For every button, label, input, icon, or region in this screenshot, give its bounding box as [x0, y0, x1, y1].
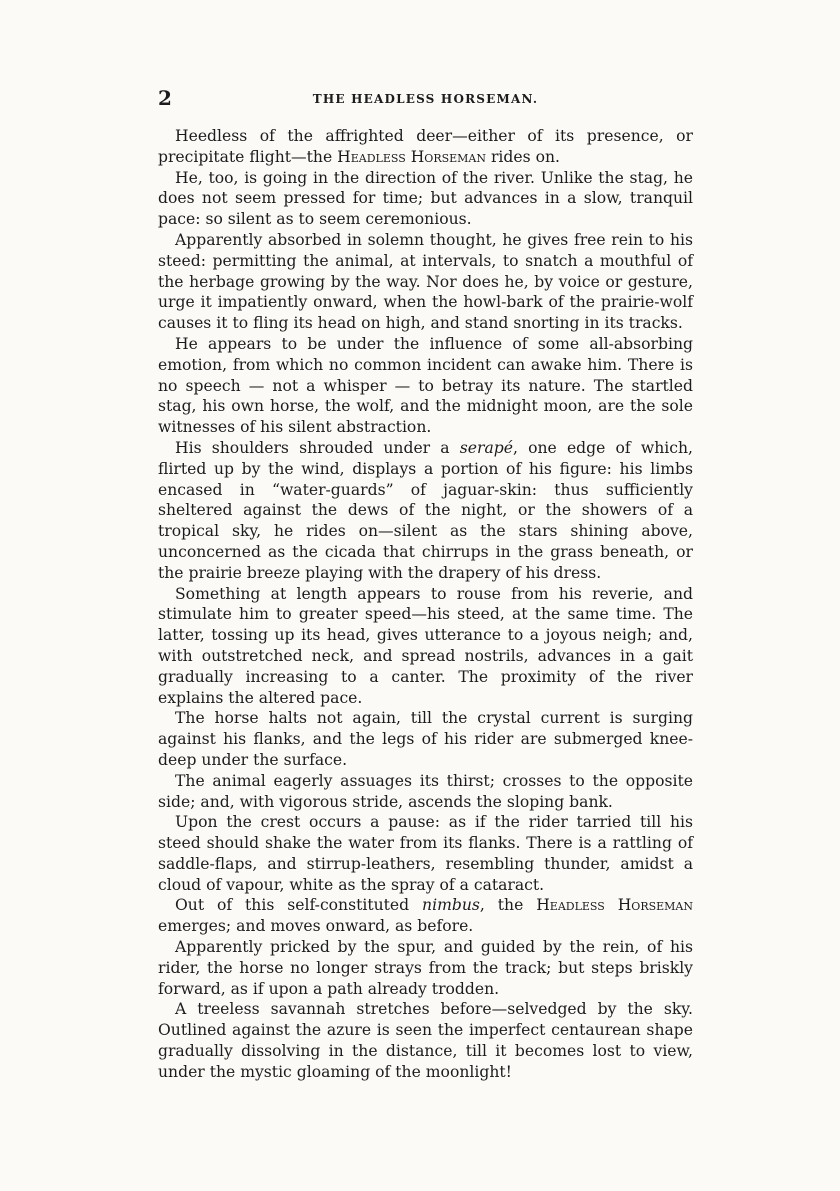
paragraph-9: Upon the crest occurs a pause: as if the rider tarried till his steed should shake the water from its flanks. There is a rattling of saddle-flaps, and stirrup-leathers, resembling thunder, amidst a cloud of vapour, white as the spray of a cataract.: [158, 813, 693, 894]
page-header: [158, 86, 693, 112]
paragraph-7: The horse halts not again, till the crystal current is surging against his flanks, and the legs of his rider are submerged knee-deep under the surface.: [158, 709, 693, 769]
body-text: [158, 126, 693, 1083]
paragraph-3: Apparently absorbed in solemn thought, he gives free rein to his steed: permitting the animal, at intervals, to snatch a mouthful of the herbage growing by the way. Nor does he, by voice or gesture, urge it impatiently onward, when the howl-bark of the prairie-wolf causes it to fling its head on high, and stand snorting in its tracks.: [158, 230, 693, 333]
paragraph-4: He appears to be under the influence of some all-absorbing emotion, from which no common incident can awake him. There is no speech — not a whisper — to betray its nature. The startled stag, his own horse, the wolf, and the midnight moon, are the sole witnesses of his silent abstraction.: [158, 334, 693, 437]
paragraph-2: He, too, is going in the direction of the river. Unlike the stag, he does not seem pressed for time; but advances in a slow, tranquil pace: so silent as to seem ceremonious.: [158, 168, 693, 229]
headless-horseman-term: Headless Horseman: [536, 896, 693, 915]
headless-horseman-term: Headless Horseman: [337, 147, 486, 166]
page-number: 2: [158, 86, 172, 110]
paragraph-6: Something at length appears to rouse from his reverie, and stimulate him to greater speed—his steed, at the same time. The latter, tossing up its head, gives utterance to a joyous neigh; and, with outstretched neck, and spread nostrils, advances in a gait gradually increasing to a canter. The proximity of the river explains the altered pace.: [158, 584, 693, 707]
paragraph-11: Apparently pricked by the spur, and guided by the rein, of his rider, the horse no longer strays from the track; but steps briskly forward, as if upon a path already trodden.: [158, 938, 693, 998]
running-title: THE HEADLESS HORSEMAN.: [312, 92, 539, 106]
paragraph-8: The animal eagerly assuages its thirst; crosses to the opposite side; and, with vigorous stride, ascends the sloping bank.: [158, 771, 693, 811]
paragraph-12: A treeless savannah stretches before—selvedged by the sky. Outlined against the azure is seen the imperfect centaurean shape gradually dissolving in the distance, till it becomes lost to view, under the mystic gloaming of the moonlight!: [158, 1000, 693, 1081]
paragraph-10: Out of this self-constituted nimbus, the Headless Horseman emerges; and moves onward, as before.: [158, 896, 693, 936]
nimbus-term: nimbus: [422, 896, 480, 915]
paragraph-1: Heedless of the affrighted deer—either of its presence, or precipitate flight—the Headless Horseman rides on.: [158, 127, 693, 166]
serape-term: serapé: [459, 438, 513, 457]
paragraph-5: His shoulders shrouded under a serapé, one edge of which, flirted up by the wind, displays a portion of his figure: his limbs encased in “water-guards” of jaguar-skin: thus sufficiently sheltered against the dews of the night, or the showers of a tropical sky, he rides on—silent as the stars shining above, unconcerned as the cicada that chirrups in the grass beneath, or the prairie breeze playing with the drapery of his dress.: [158, 438, 693, 582]
